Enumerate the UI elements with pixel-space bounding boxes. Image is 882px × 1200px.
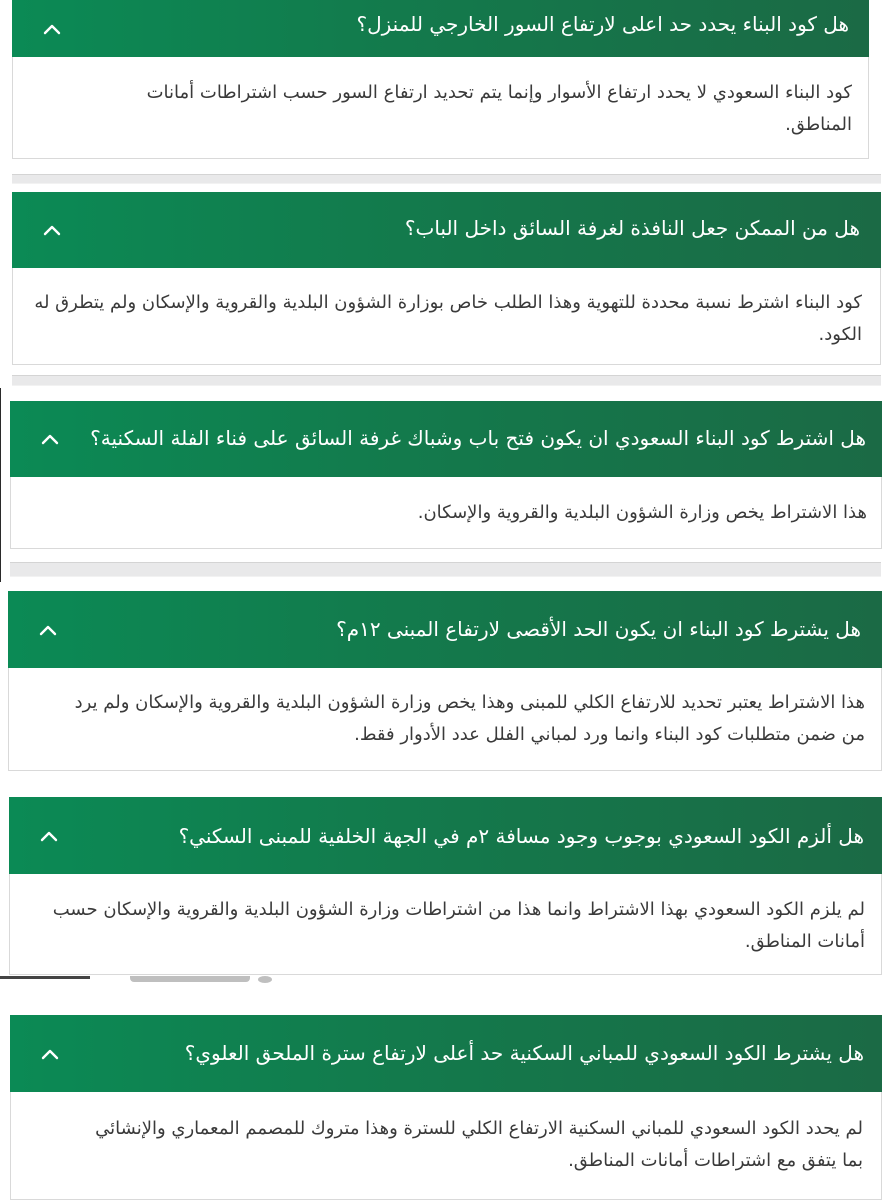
chevron-up-icon[interactable] bbox=[38, 623, 58, 637]
chevron-up-icon[interactable] bbox=[40, 1047, 60, 1061]
faq-answer: هذا الاشتراط يعتبر تحديد للارتفاع الكلي للمبنى وهذا يخص وزارة الشؤون البلدية والقروية والإسكان ولم يرد من ضمن متطلبات كود البناء وانما ورد لمباني الفلل عدد الأدوار فقط. bbox=[74, 692, 865, 745]
crop-edge bbox=[0, 388, 1, 582]
section-divider bbox=[10, 562, 881, 577]
faq-item bbox=[10, 401, 882, 549]
faq-answer: هذا الاشتراط يخص وزارة الشؤون البلدية والقروية والإسكان. bbox=[417, 502, 867, 523]
faq-question: هل يشترط الكود السعودي للمباني السكنية حد أعلى لارتفاع سترة الملحق العلوي؟ bbox=[184, 1041, 864, 1065]
faq-answer-panel bbox=[12, 57, 869, 159]
chevron-up-icon[interactable] bbox=[39, 829, 59, 843]
faq-question: هل يشترط كود البناء ان يكون الحد الأقصى لارتفاع المبنى ١٢م؟ bbox=[336, 617, 861, 641]
faq-question: هل ألزم الكود السعودي بوجوب وجود مسافة ٢م في الجهة الخلفية للمبنى السكني؟ bbox=[178, 824, 864, 848]
faq-answer: لم يلزم الكود السعودي بهذا الاشتراط وانما هذا من اشتراطات وزارة الشؤون البلدية والقروية والإسكان حسب أمانات المناطق. bbox=[52, 899, 865, 952]
faq-item bbox=[9, 797, 882, 975]
faq-question-header[interactable] bbox=[9, 797, 882, 874]
faq-answer-panel bbox=[10, 1092, 882, 1200]
faq-question-header[interactable] bbox=[12, 192, 881, 268]
chevron-up-icon[interactable] bbox=[42, 22, 62, 36]
faq-answer-panel bbox=[8, 668, 882, 771]
faq-answer: لم يحدد الكود السعودي للمباني السكنية الارتفاع الكلي للسترة وهذا متروك للمصمم المعماري والإنشائي بما يتفق مع اشتراطات أمانات المناطق. bbox=[95, 1118, 863, 1171]
crop-artifact bbox=[0, 976, 882, 983]
faq-answer: كود البناء اشترط نسبة محددة للتهوية وهذا الطلب خاص بوزارة الشؤون البلدية والقروية والإسكان ولم يتطرق له الكود. bbox=[34, 292, 862, 345]
chevron-up-icon[interactable] bbox=[40, 432, 60, 446]
section-divider bbox=[12, 375, 881, 386]
faq-question-header[interactable] bbox=[10, 1015, 882, 1092]
faq-answer-panel bbox=[9, 874, 882, 975]
faq-answer-panel bbox=[10, 477, 882, 549]
faq-question-header[interactable] bbox=[10, 401, 882, 477]
faq-item bbox=[12, 192, 881, 365]
faq-question-header[interactable] bbox=[12, 0, 869, 57]
faq-question: هل كود البناء يحدد حد اعلى لارتفاع السور الخارجي للمنزل؟ bbox=[356, 12, 849, 36]
faq-question: هل اشترط كود البناء السعودي ان يكون فتح باب وشباك غرفة السائق على فناء الفلة السكنية؟ bbox=[90, 426, 866, 450]
faq-question-header[interactable] bbox=[8, 591, 882, 668]
faq-item bbox=[10, 1015, 882, 1200]
faq-item bbox=[8, 591, 882, 771]
chevron-up-icon[interactable] bbox=[42, 223, 62, 237]
faq-answer-panel bbox=[12, 268, 881, 365]
section-divider bbox=[12, 174, 881, 184]
faq-item bbox=[12, 0, 869, 159]
faq-answer: كود البناء السعودي لا يحدد ارتفاع الأسوار وإنما يتم تحديد ارتفاع السور حسب اشتراطات أمانات المناطق. bbox=[146, 82, 852, 135]
faq-question: هل من الممكن جعل النافذة لغرفة السائق داخل الباب؟ bbox=[404, 216, 860, 240]
